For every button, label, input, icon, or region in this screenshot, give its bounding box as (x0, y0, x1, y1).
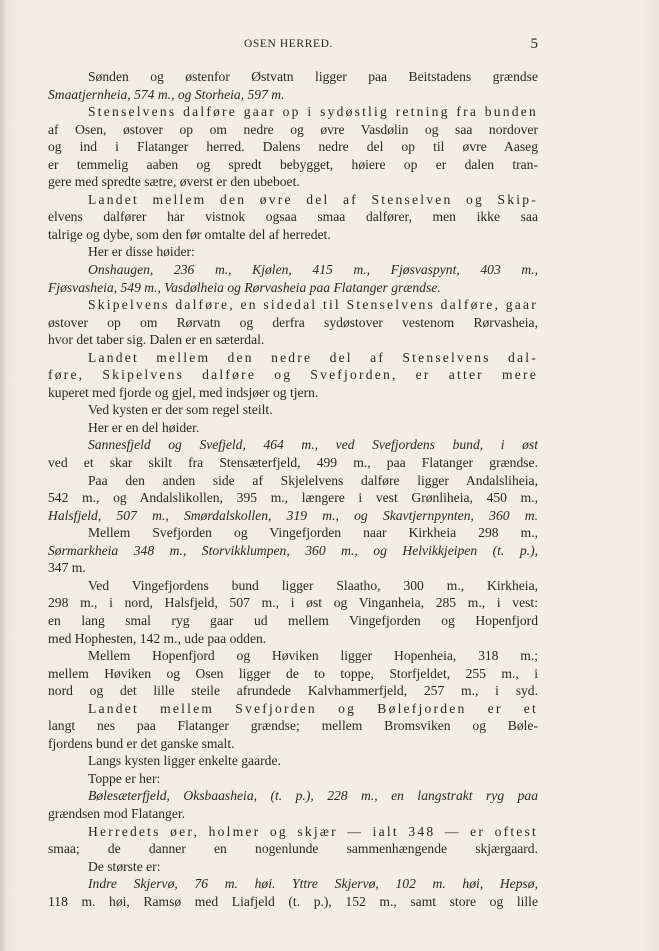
text-line: Smaatjernheia, 574 m., og Storheia, 597 m. (48, 86, 285, 102)
text-line: Toppe er her: (88, 770, 161, 786)
text-line: talrige og dybe, som den før omtalte del af herredet. (48, 226, 331, 242)
running-head: OSEN HERRED. (244, 38, 333, 50)
text-line: hvor det taber sig. Dalen er en sæterdal. (48, 332, 265, 348)
text-line: kuperet med fjorde og gjel, med indsjøer og tjern. (48, 384, 319, 400)
text-line: 298 m., i nord, Halsfjeld, 507 m., i øst og Vinganheia, 285 m., i vest: (48, 595, 538, 611)
text-line: ved et skar skilt fra Stensæterfjeld, 499 m., paa Flatanger grændse. (48, 455, 538, 471)
text-line: Mellem Svefjorden og Vingefjorden naar Kirkheia 298 m., (88, 525, 538, 541)
text-line: Paa den anden side af Skjelelvens dalføre ligger Andalsliheia, (88, 472, 538, 488)
text-line: Mellem Hopenfjord og Høviken ligger Hopenheia, 318 m.; (88, 648, 538, 664)
text-line: Herredets øer, holmer og skjær — ialt 348 — er oftest (88, 823, 538, 839)
text-line: af Osen, østover op om nedre og øvre Vasdølin og saa nordover (48, 121, 538, 137)
body-text (48, 68, 538, 910)
text-line: Her er en del høider. (88, 419, 200, 435)
text-line: Landet mellem den øvre del af Stenselven og Skip- (88, 191, 538, 207)
text-line: smaa; de danner en nogenlunde sammenhængende skjærgaard. (48, 841, 538, 857)
text-line: gere med spredte sætre, øverst er den ubeboet. (48, 174, 300, 190)
text-line: Skipelvens dalføre, en sidedal til Stenselvens dalføre, gaar (88, 297, 538, 313)
text-line: en lang smal ryg gaar ud mellem Vingefjorden og Hopenfjord (48, 612, 538, 628)
text-line: Langs kysten ligger enkelte gaarde. (88, 753, 281, 769)
text-line: mellem Høviken og Osen ligger de to toppe, Storfjeldet, 255 m., i (48, 665, 538, 681)
text-line: Landet mellem den nedre del af Stenselvens dal- (88, 349, 538, 365)
page-fold-shadow (0, 0, 6, 951)
text-line: Ved kysten er der som regel steilt. (88, 402, 273, 418)
text-line: fjordens bund er det ganske smalt. (48, 735, 235, 751)
text-line: 118 m. høi, Ramsø med Liafjeld (t. p.), 152 m., samt store og lille (48, 893, 538, 909)
page-number: 5 (530, 36, 538, 52)
text-line: føre, Skipelvens dalføre og Svefjorden, er atter mere (48, 367, 538, 383)
text-line: langt nes paa Flatanger grændse; mellem Bromsviken og Bøle- (48, 718, 538, 734)
text-line: De største er: (88, 858, 161, 874)
text-line: Her er disse høider: (88, 244, 195, 260)
page-header (0, 38, 659, 56)
text-line: 347 m. (48, 560, 86, 576)
text-line: Landet mellem Svefjorden og Bølefjorden er et (88, 700, 538, 716)
text-line: Bølesæterfjeld, Oksbaasheia, (t. p.), 228 m., en langstrakt ryg paa (88, 788, 538, 804)
text-line: Indre Skjervø, 76 m. høi. Yttre Skjervø, 102 m. høi, Hepsø, (88, 876, 538, 892)
text-line: elvens dalfører har vistnok ogsaa smaa dalfører, men ikke saa (48, 209, 538, 225)
text-line: Sønden og østenfor Østvatn ligger paa Beitstadens grændse (88, 69, 538, 84)
text-line: 542 m., og Andalslikollen, 395 m., længere i vest Grønliheia, 450 m., (48, 490, 538, 506)
text-line: grændsen mod Flatanger. (48, 805, 186, 821)
text-line: med Hophesten, 142 m., ude paa odden. (48, 630, 267, 646)
text-line: nord og det lille steile afrundede Kalvhammerfjeld, 257 m., i syd. (48, 683, 538, 699)
text-line: Onshaugen, 236 m., Kjølen, 415 m., Fjøsvaspynt, 403 m., (88, 262, 538, 278)
text-line: Sørmarkheia 348 m., Storvikklumpen, 360 m., og Helvikkjeipen (t. p.), (48, 542, 538, 558)
text-line: Ved Vingefjordens bund ligger Slaatho, 300 m., Kirkheia, (88, 577, 538, 593)
text-line: østover op om Rørvatn og derfra sydøstover vestenom Rørvasheia, (48, 314, 538, 330)
text-line: er temmelig aaben og spredt bebygget, høiere op er dalen tran- (48, 156, 538, 172)
text-line: og ind i Flatanger herred. Dalens nedre del op til øvre Aaseg (48, 139, 538, 155)
text-line: Sannesfjeld og Svefjeld, 464 m., ved Svefjordens bund, i øst (88, 437, 538, 453)
text-line: Stenselvens dalføre gaar op i sydøstlig retning fra bunden (88, 104, 538, 120)
text-line: Fjøsvasheia, 549 m., Vasdølheia og Rørvasheia paa Flatanger grændse. (48, 279, 441, 295)
text-line: Halsfjeld, 507 m., Smørdalskollen, 319 m., og Skavtjernpynten, 360 m. (48, 507, 538, 523)
